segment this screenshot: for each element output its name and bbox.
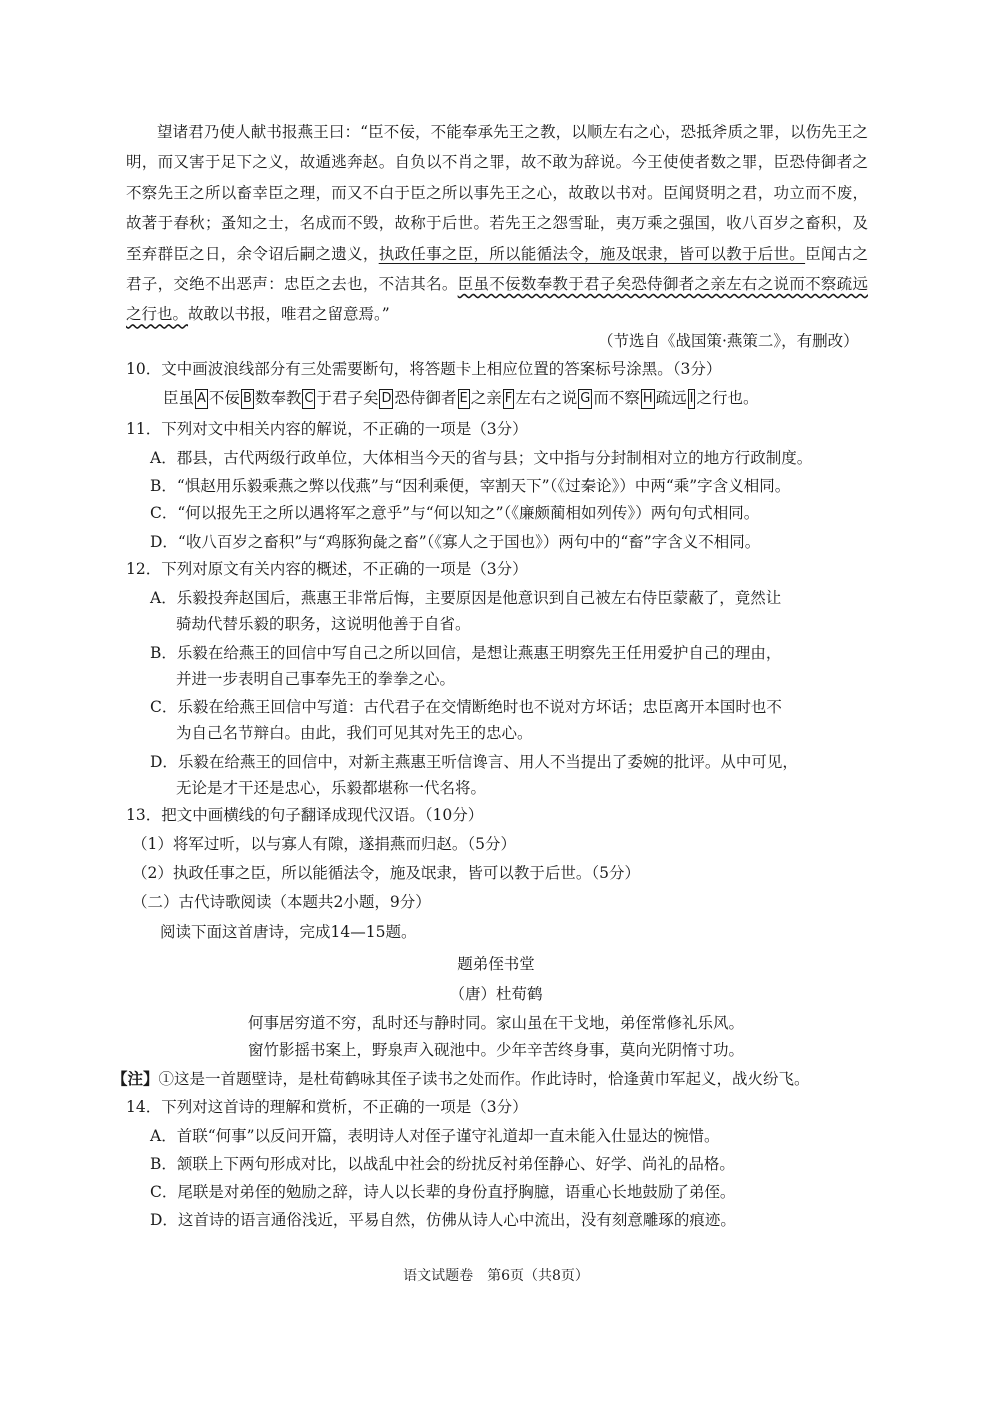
q12-option-a-cont: 骑劫代替乐毅的职务，这说明他善于自省。 xyxy=(176,615,471,633)
page-footer: 语文试题卷 第6页（共8页） xyxy=(403,1268,589,1284)
q10-stem: 10．文中画波浪线部分有三处需要断句，将答题卡上相应位置的答案标号涂黑。（3分） xyxy=(126,360,722,378)
q11-option-a[interactable]: A．郡县，古代两级行政单位，大体相当今天的省与县；文中指与分封制相对立的地方行政制度。 xyxy=(150,449,813,467)
q12-option-c-cont: 为自己名节辩白。由此，我们可见其对先王的忠心。 xyxy=(176,724,533,742)
q12-stem: 12．下列对原文有关内容的概述，不正确的一项是（3分） xyxy=(126,560,528,578)
break-option-i[interactable]: I xyxy=(688,389,696,409)
segment: 臣虽 xyxy=(163,389,195,407)
poem-line-1: 何事居穷道不穷，乱时还与静时同。家山虽在干戈地，弟侄常修礼乐风。 xyxy=(247,1014,744,1032)
segment: 之行也。 xyxy=(696,389,759,407)
q12-option-c[interactable]: C．乐毅在给燕王回信中写道：古代君子在交情断绝时也不说对方坏话；忠臣离开本国时也不 xyxy=(150,698,782,716)
poem-note xyxy=(112,1068,810,1090)
q13-stem: 13．把文中画横线的句子翻译成现代汉语。（10分） xyxy=(126,806,484,824)
note-text: ①这是一首题壁诗，是杜荀鹤咏其侄子读书之处而作。作此诗时，恰逢黄巾军起义，战火纷飞。 xyxy=(158,1070,810,1088)
q13-sentence-2: （2）执政任事之臣，所以能循法令，施及氓隶，皆可以教于后世。（5分） xyxy=(132,864,640,882)
segment: 数奉教 xyxy=(254,389,302,407)
segment: 恐侍御者 xyxy=(394,389,457,407)
break-option-b[interactable]: B xyxy=(241,389,254,409)
break-option-f[interactable]: F xyxy=(503,389,514,409)
q11-option-d[interactable]: D．“收八百岁之畜积”与“鸡豚狗彘之畜”（《寡人之于国也》）两句中的“畜”字含义不相同。 xyxy=(150,533,761,551)
q12-option-a[interactable]: A．乐毅投奔赵国后，燕惠王非常后悔，主要原因是他意识到自己被左右侍臣蒙蔽了，竟然让 xyxy=(150,589,782,607)
underlined-sentence-2: 执政任事之臣，所以能循法令，施及氓隶，皆可以教于后世。 xyxy=(378,244,806,263)
q12-option-d[interactable]: D．乐毅在给燕王的回信中，对新主燕惠王听信谗言、用人不当提出了委婉的批评。从中可见， xyxy=(150,753,798,771)
q11-option-b[interactable]: B．“惧赵用乐毅乘燕之弊以伐燕”与“因利乘便，宰割天下”（《过秦论》）中两“乘”字含义相同。 xyxy=(150,477,791,495)
q12-option-b-cont: 并进一步表明自己事奉先王的拳拳之心。 xyxy=(176,670,456,688)
break-option-d[interactable]: D xyxy=(379,389,393,409)
q12-option-d-cont: 无论是才干还是忠心，乐毅都堪称一代名将。 xyxy=(176,779,487,797)
break-option-h[interactable]: H xyxy=(641,389,655,409)
wavy-underlined-sentence: 臣虽不佞数奉教于君子矣恐侍御者之亲左右之说而不察疏远之行也。 xyxy=(126,275,868,324)
q13-sentence-1: （1）将军过听，以与寡人有隙，遂捐燕而归赵。（5分） xyxy=(132,835,516,853)
passage-text-2: 臣闻古之君子，交绝不出恶声：忠臣之去也，不洁其名。 xyxy=(126,244,868,294)
segment: 而不察 xyxy=(593,389,640,407)
break-option-c[interactable]: C xyxy=(302,389,315,409)
q11-option-c[interactable]: C．“何以报先王之所以遇将军之意乎”与“何以知之”（《廉颇蔺相如列传》）两句句式相同。 xyxy=(150,504,760,522)
break-option-e[interactable]: E xyxy=(458,389,470,409)
section-title: （二）古代诗歌阅读（本题共2小题，9分） xyxy=(132,893,431,911)
poem-title: 题弟侄书堂 xyxy=(457,955,535,973)
poem-line-2: 窗竹影摇书案上，野泉声入砚池中。少年辛苦终身事，莫向光阴惰寸功。 xyxy=(247,1041,744,1059)
passage-paragraph xyxy=(126,117,868,330)
q14-option-a[interactable]: A．首联“何事”以反问开篇，表明诗人对侄子谨守礼道却一直未能入仕显达的惋惜。 xyxy=(150,1127,720,1145)
segment: 之亲 xyxy=(470,389,502,407)
q11-stem: 11．下列对文中相关内容的解说，不正确的一项是（3分） xyxy=(126,420,528,438)
segment: 疏远 xyxy=(655,389,687,407)
poem-author: （唐）杜荀鹤 xyxy=(449,985,543,1003)
q14-option-d[interactable]: D．这首诗的语言通俗浅近，平易自然，仿佛从诗人心中流出，没有刻意雕琢的痕迹。 xyxy=(150,1211,736,1229)
segment: 于君子矣 xyxy=(316,389,379,407)
q14-option-c[interactable]: C．尾联是对弟侄的勉励之辞，诗人以长辈的身份直抒胸臆，语重心长地鼓励了弟侄。 xyxy=(150,1183,736,1201)
q14-option-b[interactable]: B．颔联上下两句形成对比，以战乱中社会的纷扰反衬弟侄静心、好学、尚礼的品格。 xyxy=(150,1155,735,1173)
note-label: 【注】 xyxy=(112,1069,159,1088)
q10-sentence xyxy=(163,387,758,409)
passage-text-1: 望诸君乃使人献书报燕王曰：“臣不佞，不能奉承先王之教，以顺左右之心，恐抵斧质之罪，以伤先王之明，而又害于足下之义，故遁逃奔赵。自负以不肖之罪，故不敢为辞说。今王使使者数之罪，臣恐侍御者之不察先王之所以畜幸臣之理，而又不白于臣之所以事先王之心，故敢以书对。臣闻贤明之君，功立而不废，故著于春秋；蚤知之士，名成而不毁，故称于后世。若先王之怨雪耻，夷万乘之强国，收八百岁之畜积，及至弃群臣之日，余令诏后嗣之遗义， xyxy=(126,123,868,263)
section-intro: 阅读下面这首唐诗，完成14—15题。 xyxy=(160,923,417,941)
break-option-g[interactable]: G xyxy=(578,389,592,409)
passage-text-3: 故敢以书报，唯君之留意焉。” xyxy=(188,305,390,324)
segment: 不佞 xyxy=(208,389,240,407)
q12-option-b[interactable]: B．乐毅在给燕王的回信中写自己之所以回信，是想让燕惠王明察先王任用爱护自己的理由， xyxy=(150,644,782,662)
segment: 左右之说 xyxy=(515,389,578,407)
break-option-a[interactable]: A xyxy=(195,389,208,409)
q14-stem: 14．下列对这首诗的理解和赏析，不正确的一项是（3分） xyxy=(126,1098,528,1116)
passage-source: （节选自《战国策·燕策二》，有删改） xyxy=(598,332,859,350)
